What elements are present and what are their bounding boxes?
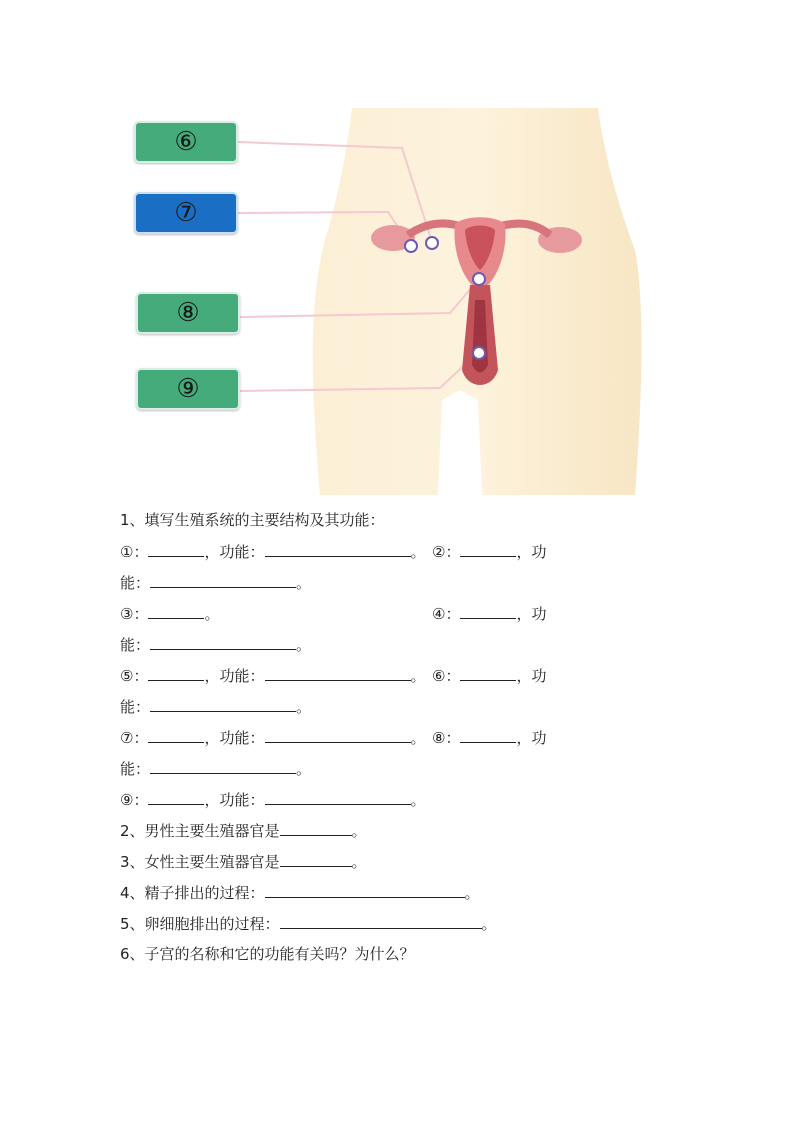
anatomy-figure bbox=[120, 100, 660, 500]
q1-row-7 bbox=[120, 727, 426, 748]
comma: ， bbox=[204, 543, 220, 561]
answer-blank[interactable] bbox=[148, 665, 204, 681]
func-label: 功能： bbox=[219, 667, 265, 685]
colon: ： bbox=[133, 729, 149, 747]
label-7: ⑦ bbox=[134, 192, 238, 234]
comma: ， bbox=[204, 729, 220, 747]
answer-blank[interactable] bbox=[280, 820, 352, 836]
answer-blank[interactable] bbox=[150, 696, 296, 712]
period: 。 bbox=[204, 605, 220, 623]
func-label-part: 功 bbox=[531, 605, 547, 623]
period: 。 bbox=[351, 853, 367, 871]
answer-blank[interactable] bbox=[150, 634, 296, 650]
answer-blank[interactable] bbox=[148, 541, 204, 557]
colon: ： bbox=[133, 791, 149, 809]
comma: ， bbox=[204, 791, 220, 809]
q1-row-5 bbox=[120, 665, 426, 686]
q1-row-7b bbox=[120, 758, 311, 779]
func-label-part: 功 bbox=[531, 543, 547, 561]
q2 bbox=[120, 820, 367, 841]
colon: ： bbox=[445, 543, 461, 561]
period: 。 bbox=[410, 667, 426, 685]
q5 bbox=[120, 913, 497, 934]
answer-blank[interactable] bbox=[148, 727, 204, 743]
period: 。 bbox=[410, 543, 426, 561]
comma: ， bbox=[204, 667, 220, 685]
period: 。 bbox=[296, 574, 312, 592]
answer-blank[interactable] bbox=[150, 572, 296, 588]
answer-blank[interactable] bbox=[148, 789, 204, 805]
num-7: ⑦ bbox=[120, 729, 134, 747]
colon: ： bbox=[133, 605, 149, 623]
q1-row-9 bbox=[120, 789, 426, 810]
q1-row-5b bbox=[120, 696, 311, 717]
num-9: ⑨ bbox=[120, 791, 134, 809]
period: 。 bbox=[481, 915, 497, 933]
colon: ： bbox=[445, 605, 461, 623]
answer-blank[interactable] bbox=[280, 851, 352, 867]
num-2: ② bbox=[432, 543, 446, 561]
num-3: ③ bbox=[120, 605, 134, 623]
num-4: ④ bbox=[432, 605, 446, 623]
func-label-part: 功 bbox=[531, 667, 547, 685]
q1-title: 1、填写生殖系统的主要结构及其功能： bbox=[120, 511, 385, 529]
period: 。 bbox=[351, 822, 367, 840]
period: 。 bbox=[296, 636, 312, 654]
answer-blank[interactable] bbox=[148, 603, 204, 619]
period: 。 bbox=[410, 791, 426, 809]
answer-blank[interactable] bbox=[265, 727, 411, 743]
label-9: ⑨ bbox=[136, 368, 240, 410]
num-1: ① bbox=[120, 543, 134, 561]
func-label-part: 能： bbox=[120, 574, 151, 592]
q2-text: 2、男性主要生殖器官是 bbox=[120, 822, 280, 840]
answer-blank[interactable] bbox=[460, 603, 516, 619]
q1-row-1-right bbox=[432, 541, 547, 562]
q5-text: 5、卵细胞排出的过程： bbox=[120, 915, 280, 933]
func-label-part: 能： bbox=[120, 636, 151, 654]
answer-blank[interactable] bbox=[265, 882, 465, 898]
period: 。 bbox=[464, 884, 480, 902]
answer-blank[interactable] bbox=[265, 541, 411, 557]
func-label-part: 能： bbox=[120, 760, 151, 778]
func-label: 功能： bbox=[219, 543, 265, 561]
q4 bbox=[120, 882, 480, 903]
func-label-part: 功 bbox=[531, 729, 547, 747]
comma: ， bbox=[516, 605, 532, 623]
q3 bbox=[120, 851, 367, 872]
period: 。 bbox=[296, 698, 312, 716]
answer-blank[interactable] bbox=[460, 665, 516, 681]
num-6: ⑥ bbox=[432, 667, 446, 685]
q3-text: 3、女性主要生殖器官是 bbox=[120, 853, 280, 871]
func-label-part: 能： bbox=[120, 698, 151, 716]
label-6: ⑥ bbox=[134, 121, 238, 163]
answer-blank[interactable] bbox=[265, 665, 411, 681]
colon: ： bbox=[133, 667, 149, 685]
q1-row-3-right bbox=[432, 603, 547, 624]
q1-row-1b bbox=[120, 572, 311, 593]
q1-row-1 bbox=[120, 541, 426, 562]
label-8: ⑧ bbox=[136, 292, 240, 334]
comma: ， bbox=[516, 729, 532, 747]
answer-blank[interactable] bbox=[150, 758, 296, 774]
comma: ， bbox=[516, 543, 532, 561]
num-8: ⑧ bbox=[432, 729, 446, 747]
comma: ， bbox=[516, 667, 532, 685]
colon: ： bbox=[445, 729, 461, 747]
func-label: 功能： bbox=[219, 729, 265, 747]
q1-row-5-right bbox=[432, 665, 547, 686]
num-5: ⑤ bbox=[120, 667, 134, 685]
q1-row-3 bbox=[120, 603, 219, 624]
answer-blank[interactable] bbox=[280, 913, 482, 929]
period: 。 bbox=[410, 729, 426, 747]
answer-blank[interactable] bbox=[460, 541, 516, 557]
colon: ： bbox=[445, 667, 461, 685]
q1-row-7-right bbox=[432, 727, 547, 748]
q6: 6、子宫的名称和它的功能有关吗？为什么？ bbox=[120, 945, 415, 963]
q1-row-3b bbox=[120, 634, 311, 655]
answer-blank[interactable] bbox=[265, 789, 411, 805]
period: 。 bbox=[296, 760, 312, 778]
answer-blank[interactable] bbox=[460, 727, 516, 743]
func-label: 功能： bbox=[219, 791, 265, 809]
colon: ： bbox=[133, 543, 149, 561]
q4-text: 4、精子排出的过程： bbox=[120, 884, 265, 902]
